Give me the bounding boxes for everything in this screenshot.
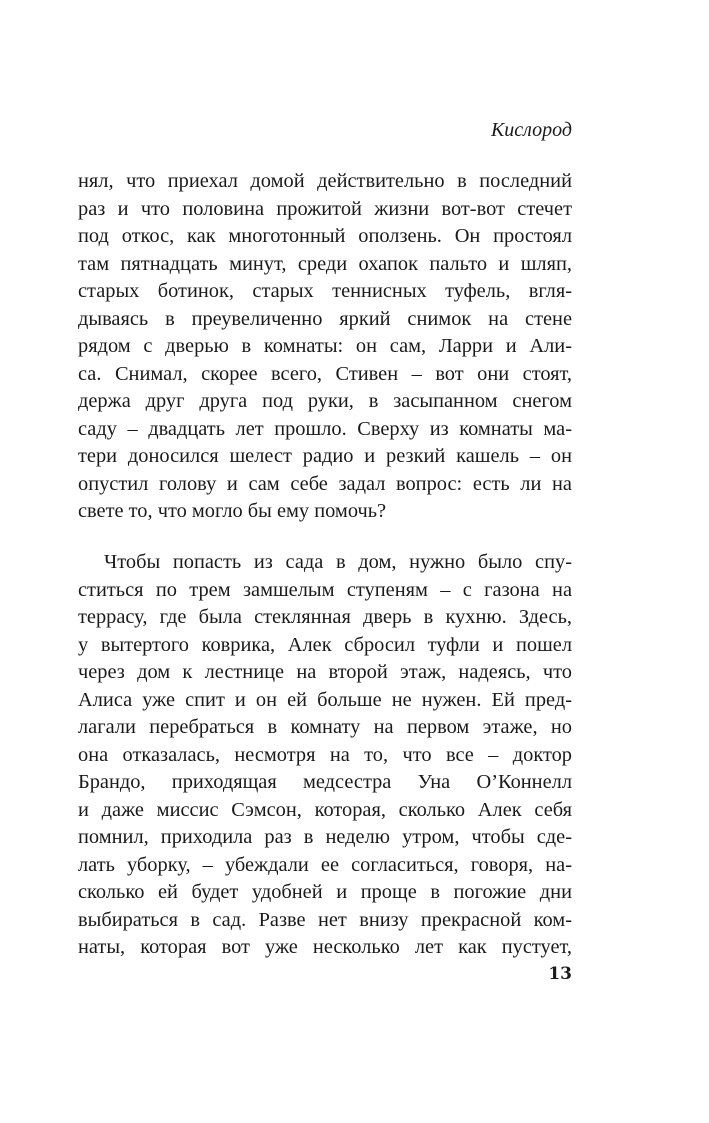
text-line: свете то, что могло бы ему помочь?	[78, 500, 387, 522]
text-line: ститься по трем замшелым ступеням – с газона на	[78, 578, 572, 601]
text-line: помнил, приходила раз в неделю утром, чтобы сде-	[78, 826, 572, 848]
paragraph-2	[78, 549, 572, 962]
text-line: Чтобы попасть из сада в дом, нужно было спу-	[104, 551, 572, 573]
text-line: у вытертого коврика, Алек сбросил туфли и пошел	[78, 633, 572, 656]
text-line: террасу, где была стеклянная дверь в кухню. Здесь,	[78, 606, 572, 628]
text-line: через дом к лестнице на второй этаж, надеясь, что	[78, 661, 572, 683]
running-head: Кислород	[491, 119, 572, 141]
text-line: опустил голову и сам себе задал вопрос: есть ли на	[78, 472, 572, 495]
text-line: лать уборку, – убеждали ее согласиться, говоря, на-	[78, 853, 572, 876]
text-line: Брандо, приходящая медсестра Уна О’Коннелл	[78, 771, 572, 793]
text-line: выбираться в сад. Разве нет внизу прекрасной ком-	[78, 908, 572, 931]
page-number: 13	[548, 964, 572, 984]
text-line: раз и что половина прожитой жизни вот-вот стечет	[78, 197, 572, 220]
text-line: саду – двадцать лет прошло. Сверху из комнаты ма-	[78, 417, 572, 440]
text-line: Алиса уже спит и он ей больше не нужен. Ей пред-	[78, 688, 572, 711]
text-line: наты, которая вот уже несколько лет как пустует,	[78, 936, 572, 958]
text-line: тери доносился шелест радио и резкий кашель – он	[78, 445, 572, 467]
text-line: старых ботинок, старых теннисных туфель, вгля-	[78, 280, 572, 302]
text-line: держа друг друга под руки, в засыпанном снегом	[78, 390, 572, 412]
text-line: там пятнадцать минут, среди охапок пальто и шляп,	[78, 252, 572, 275]
text-line: нял, что приехал домой действительно в последний	[78, 170, 572, 192]
text-line: под откос, как многотонный оползень. Он простоял	[78, 225, 572, 247]
text-line: она отказалась, несмотря на то, что все – доктор	[78, 743, 572, 766]
text-line: са. Снимал, скорее всего, Стивен – вот они стоят,	[78, 362, 572, 385]
text-line: рядом с дверью в комнаты: он сам, Ларри и Али-	[78, 335, 572, 357]
text-line: сколько ей будет удобней и проще в погожие дни	[78, 881, 572, 903]
paragraph-1	[78, 168, 572, 526]
text-line: и даже миссис Сэмсон, которая, сколько Алек себя	[78, 798, 572, 821]
text-line: дываясь в преувеличенно яркий снимок на стене	[78, 307, 572, 330]
text-line: лагали перебраться в комнату на первом этаже, но	[78, 716, 572, 738]
